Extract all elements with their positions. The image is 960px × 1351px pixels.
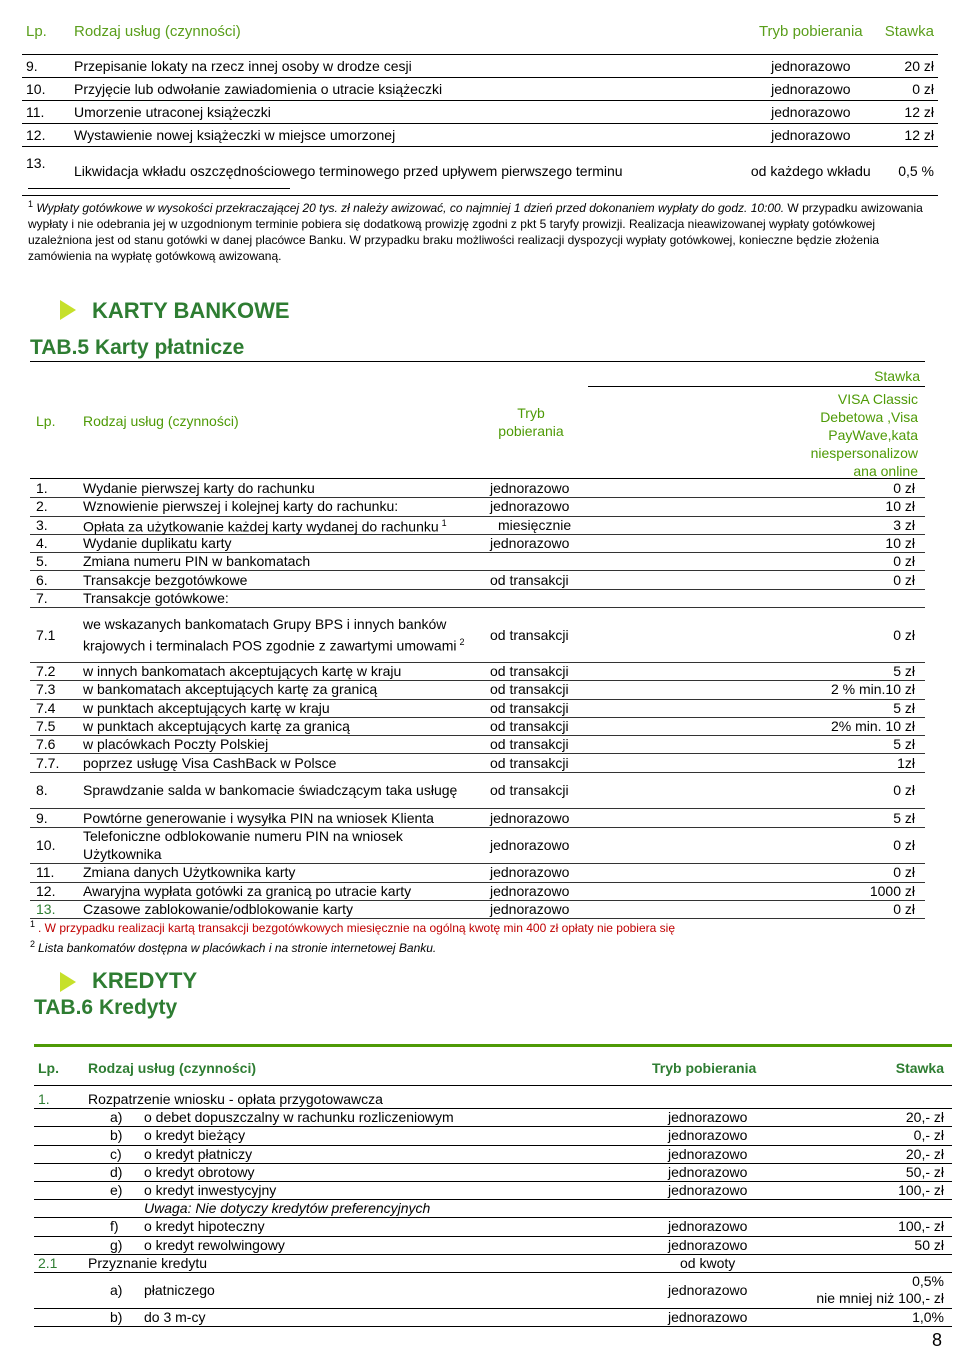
row-service: do 3 m-cy (144, 1309, 206, 1326)
row-service: Przyjęcie lub odwołanie zawiadomienia o utracie książeczki (70, 78, 747, 101)
row-service-text (83, 514, 447, 536)
row-mode: od transakcji (490, 718, 569, 735)
footnote-normal: W przypadku awizowania wypłaty i nie odebrania jej w uzgodnionym terminie pobiera się dodatkową prowizję zgodni z pkt 5 taryfy prowizji. Realizacja nieawizowanej wypłaty gotówkowej uzależniona jest od stanu gotówki w danej placówce Banku. W przypadku braku możliwości realizacji dyspozycji wypłaty gotówkowej, konieczne będzie złożenia zamówienia na wypłatę gotówkową awizowaną. (28, 201, 923, 263)
page-number: 8 (931, 1330, 942, 1350)
row-lp: 5. (36, 553, 48, 570)
row-service-label: w innych bankomatach akceptujących kartę w kraju (83, 663, 402, 680)
table-row (34, 1236, 952, 1255)
row-mode: jednorazowo (490, 901, 570, 918)
row-lp: 13. (36, 901, 56, 918)
row-rate: 2% min. 10 zł (830, 718, 915, 735)
row-service: Likwidacja wkładu oszczędnościowego terminowego przed upływem pierwszego terminu (70, 147, 747, 196)
row-service-text (83, 552, 310, 570)
row-rate: 1zł (897, 754, 915, 771)
rate-minimum: nie mniej niż 100,- zł (816, 1290, 944, 1306)
cards-header-rate-sub: VISA Classic Debetowa ,Visa PayWave,kata niespersonalizow ana online (810, 391, 918, 479)
row-mode: od każdego wkładu (747, 147, 875, 196)
note-row (34, 1199, 952, 1218)
footnote-mark: 2 (459, 636, 465, 647)
table-row (34, 1163, 952, 1182)
row-rate: 5 zł (893, 663, 915, 680)
row-service-label: Czasowe zablokowanie/odblokowanie karty (83, 901, 354, 918)
table-row (34, 1145, 952, 1164)
table-row (30, 516, 925, 535)
row-service (83, 863, 483, 881)
row-mode: od transakcji (490, 699, 569, 716)
row-lp: 13. (22, 147, 70, 196)
row-mode: jednorazowo (668, 1309, 748, 1326)
table-row (30, 589, 925, 608)
row-service (83, 534, 483, 552)
row-mode: jednorazowo (668, 1218, 748, 1235)
row-mode: jednorazowo (490, 498, 570, 515)
row-service: o kredyt rewolwingowy (144, 1236, 285, 1253)
row-service-label: Zmiana numeru PIN w bankomatach (83, 553, 311, 570)
row-service-text (83, 615, 483, 655)
row-service (83, 680, 483, 698)
row-lp: 7. (36, 589, 48, 606)
cards-header-lp: Lp. (36, 413, 56, 429)
row-rate: 5 zł (893, 736, 915, 753)
table-row (34, 1126, 952, 1145)
row-mode: jednorazowo (747, 55, 875, 78)
table-row (30, 808, 925, 827)
row-mode: jednorazowo (668, 1236, 748, 1253)
row-rate: 50,- zł (905, 1163, 944, 1180)
table-row (22, 101, 938, 124)
footnote-line (30, 936, 930, 956)
row-service-text (83, 479, 315, 497)
table-row (30, 662, 925, 681)
row-service-label: Wydanie duplikatu karty (83, 535, 232, 552)
row-letter: a) (110, 1109, 123, 1126)
row-service-text (83, 680, 377, 698)
row-rate: 1000 zł (869, 882, 915, 899)
credits-header-mode: Tryb pobierania (652, 1060, 757, 1076)
row-service-text (83, 717, 350, 735)
row-rate: 20,- zł (905, 1109, 944, 1126)
row-lp: 11. (36, 864, 55, 881)
row-rate: 0 zł (893, 571, 915, 588)
row-lp: 10. (36, 836, 56, 853)
row-mode: jednorazowo (668, 1127, 748, 1144)
row-lp: 9. (22, 55, 70, 78)
cards-header-service: Rodzaj usług (czynności) (83, 413, 239, 429)
footnote-rule (28, 188, 290, 189)
header-rate: Stawka (875, 8, 938, 55)
row-service: o kredyt inwestycyjny (144, 1182, 277, 1199)
table-row (34, 1254, 952, 1273)
row-service (83, 699, 483, 717)
row-service (83, 552, 483, 570)
row-mode: jednorazowo (490, 480, 570, 497)
row-service: o kredyt obrotowy (144, 1163, 255, 1180)
row-rate: 0 zł (893, 782, 915, 799)
footnote-mark: 1 (28, 199, 34, 209)
table-row (22, 124, 938, 147)
footnote-line (30, 916, 930, 936)
row-lp: 7.7. (36, 754, 60, 771)
table-row (30, 607, 925, 663)
table-row (30, 552, 925, 571)
credits-top-rule (34, 1044, 952, 1047)
row-letter: g) (110, 1236, 123, 1253)
row-rate: 0 zł (893, 553, 915, 570)
row-mode: jednorazowo (668, 1145, 748, 1162)
row-service: o kredyt hipoteczny (144, 1218, 265, 1235)
credits-header-lp: Lp. (38, 1060, 59, 1076)
row-mode: od kwoty (680, 1254, 736, 1271)
row-rate: 0 zł (893, 864, 915, 881)
row-lp: 2. (36, 498, 48, 515)
row-lp: 12. (22, 124, 70, 147)
credits-header-rate: Stawka (895, 1060, 944, 1076)
row-service (83, 882, 483, 900)
note-text: Uwaga: Nie dotyczy kredytów preferencyjnych (144, 1200, 431, 1217)
row-service-label: we wskazanych bankomatach Grupy BPS i innych banków krajowych i terminalach POS zgodnie z zawartymi umowami (83, 615, 457, 654)
row-mode: od transakcji (490, 754, 569, 771)
row-service (83, 735, 483, 753)
cards-rate-rule (588, 386, 925, 387)
row-service-label: Wznowienie pierwszej i kolejnej karty do rachunku: (83, 498, 399, 515)
row-lp: 1. (38, 1091, 50, 1108)
row-service-label: w punktach akceptujących kartę za granicą (83, 718, 350, 735)
row-service-text (83, 735, 268, 753)
row-rate: 0 zł (893, 626, 915, 643)
table-row (30, 699, 925, 718)
row-letter: c) (110, 1145, 122, 1162)
row-service-text (83, 827, 483, 863)
row-mode: jednorazowo (490, 882, 570, 899)
row-rate: 1,0% (912, 1309, 944, 1326)
row-mode: jednorazowo (490, 535, 570, 552)
row-rate: 0 zł (893, 901, 915, 918)
row-lp: 4. (36, 535, 48, 552)
table-row (34, 1217, 952, 1236)
row-mode: jednorazowo (490, 809, 570, 826)
row-service-label: Sprawdzanie salda w bankomacie świadczącym taka usługę (83, 782, 458, 799)
row-mode: jednorazowo (668, 1182, 748, 1199)
row-lp: 7.6 (36, 736, 56, 753)
footnote-text: Lista bankomatów dostępna w placówkach i na stronie internetowej Banku. (38, 941, 437, 955)
row-service (83, 662, 483, 680)
row-lp: 7.1 (36, 626, 56, 643)
row-lp: 12. (36, 882, 56, 899)
row-mode: od transakcji (490, 626, 569, 643)
row-lp: 7.5 (36, 718, 56, 735)
row-service (83, 808, 483, 826)
row-mode: jednorazowo (747, 101, 875, 124)
row-service-text (83, 754, 336, 772)
table-row (22, 78, 938, 101)
row-lp: 1. (36, 480, 48, 497)
row-mode: jednorazowo (490, 836, 570, 853)
row-lp: 2.1 (38, 1254, 58, 1271)
row-rate: 20 zł (875, 55, 938, 78)
row-service-text (83, 534, 232, 552)
row-lp: 3. (36, 516, 48, 533)
footnote-italic: Wypłaty gotówkowe w wysokości przekraczającej 20 tys. zł należy awizować, co najmniej 1 dzień przed dokonaniem wypłaty do godz. 10:00. (36, 201, 785, 215)
table-row (30, 882, 925, 901)
row-letter: e) (110, 1182, 123, 1199)
row-mode: jednorazowo (668, 1163, 748, 1180)
row-mode: jednorazowo (747, 78, 875, 101)
row-service-text (83, 589, 229, 607)
cards-top-rule (30, 361, 925, 362)
row-service: płatniczego (144, 1282, 215, 1298)
header-lp: Lp. (22, 8, 70, 55)
credits-header-service: Rodzaj usług (czynności) (88, 1060, 257, 1076)
row-rate: 100,- zł (898, 1182, 944, 1199)
row-service-text (83, 699, 330, 717)
row-lp: 7.4 (36, 699, 56, 716)
table-row (30, 863, 925, 882)
row-rate: 3 zł (893, 516, 915, 533)
row-lp: 11. (22, 101, 70, 124)
row-service-label: w bankomatach akceptujących kartę za granicą (83, 681, 378, 698)
row-mode: od transakcji (490, 663, 569, 680)
row-service: Rozpatrzenie wniosku - opłata przygotowawcza (88, 1091, 383, 1108)
row-rate: 5 zł (893, 809, 915, 826)
row-letter: f) (110, 1218, 119, 1235)
row-service: Wystawienie nowej książeczki w miejsce umorzonej (70, 124, 747, 147)
row-service (83, 516, 483, 534)
table-row (30, 827, 925, 865)
row-rate: 12 zł (875, 124, 938, 147)
section-arrow-icon (60, 972, 76, 992)
row-mode: jednorazowo (490, 864, 570, 881)
row-service-text (83, 571, 247, 589)
table-row (34, 1090, 952, 1109)
row-rate: 20,- zł (905, 1145, 944, 1162)
row-service: Przyznanie kredytu (88, 1254, 208, 1271)
row-letter: b) (110, 1127, 123, 1144)
row-mode: od transakcji (490, 736, 569, 753)
row-mode: jednorazowo (668, 1282, 748, 1298)
section-arrow-icon (60, 300, 76, 320)
row-mode: jednorazowo (747, 124, 875, 147)
row-mode: od transakcji (490, 782, 569, 799)
table-row (22, 55, 938, 78)
table-title-cards: TAB.5 Karty płatnicze (30, 336, 245, 359)
header-mode: Tryb pobierania (747, 8, 875, 55)
row-service (83, 772, 483, 809)
row-rate (816, 1273, 944, 1307)
row-lp: 7.2 (36, 663, 56, 680)
row-mode: od transakcji (490, 571, 569, 588)
table-row (30, 571, 925, 590)
row-service (83, 754, 483, 772)
row-letter: a) (110, 1282, 123, 1298)
row-service: o kredyt bieżący (144, 1127, 246, 1144)
row-service-text (83, 497, 398, 515)
row-service (83, 827, 483, 864)
rate-value: 0,5% (912, 1273, 944, 1289)
row-rate: 5 zł (893, 699, 915, 716)
row-service-label: Awaryjna wypłata gotówki za granicą po utracie karty (83, 882, 412, 899)
row-service-label: Telefoniczne odblokowanie numeru PIN na wniosek Użytkownika (83, 827, 403, 862)
row-service (83, 589, 483, 607)
row-service: o kredyt płatniczy (144, 1145, 253, 1162)
cards-header-rate: Stawka (874, 368, 920, 384)
row-service-label: Opłata za użytkowanie każdej karty wydanej do rachunku (83, 518, 439, 535)
row-service (83, 497, 483, 515)
row-service: Umorzenie utraconej książeczki (70, 101, 747, 124)
row-service: o debet dopuszczalny w rachunku rozliczeniowym (144, 1109, 454, 1126)
table-row (30, 717, 925, 736)
footnote-mark: 1 (30, 919, 36, 929)
row-service-text (83, 863, 295, 881)
row-service-label: Powtórne generowanie i wysyłka PIN na wniosek Klienta (83, 809, 434, 826)
savings-fees-table (22, 8, 938, 196)
row-rate: 10 zł (885, 498, 915, 515)
row-rate: 0 zł (875, 78, 938, 101)
row-lp: 9. (36, 809, 48, 826)
row-mode: miesięcznie (498, 516, 572, 533)
table-header-row (22, 8, 938, 55)
row-service-label: w placówkach Poczty Polskiej (83, 736, 269, 753)
row-service (83, 607, 483, 662)
row-rate: 0,- zł (913, 1127, 944, 1144)
credits-header-rule (34, 1085, 952, 1086)
section-title-cards: KARTY BANKOWE (92, 298, 290, 323)
footnote-text: . W przypadku realizacji kartą transakcji bezgotówkowych miesięcznie na ogólną kwotę min 400 zł opłaty nie pobiera się (38, 921, 675, 935)
table-row (30, 735, 925, 754)
row-rate: 0 zł (893, 836, 915, 853)
row-rate: 100,- zł (898, 1218, 944, 1235)
table-row (30, 534, 925, 553)
row-letter: b) (110, 1309, 123, 1326)
row-service (83, 479, 483, 497)
row-rate: 0,5 % (875, 147, 938, 196)
row-rate: 0 zł (893, 480, 915, 497)
table-row (34, 1108, 952, 1127)
footnote-mark: 1 (441, 517, 447, 528)
row-service-label: Zmiana danych Użytkownika karty (83, 864, 296, 881)
table-row (30, 680, 925, 699)
row-service-text (83, 662, 401, 680)
row-service-text (83, 809, 434, 827)
section-title-credits: KREDYTY (92, 968, 198, 993)
table-row (30, 772, 925, 810)
cards-footnotes (30, 916, 930, 956)
row-letter: d) (110, 1163, 123, 1180)
header-service: Rodzaj usług (czynności) (70, 8, 747, 55)
row-service-label: Wydanie pierwszej karty do rachunku (83, 480, 315, 497)
row-service: Przepisanie lokaty na rzecz innej osoby w drodze cesji (70, 55, 747, 78)
row-lp: 8. (36, 782, 48, 799)
row-service-text (83, 882, 411, 900)
row-service-label: Transakcje bezgotówkowe (83, 571, 248, 588)
cards-header-mode: Tryb pobierania (498, 405, 564, 439)
row-mode: jednorazowo (668, 1109, 748, 1126)
footnote-mark: 2 (30, 939, 36, 949)
row-rate: 10 zł (885, 535, 915, 552)
row-rate: 50 zł (914, 1236, 944, 1253)
row-service-text (83, 781, 457, 799)
row-rate: 2 % min.10 zł (830, 681, 915, 698)
row-lp: 7.3 (36, 681, 56, 698)
table-row (34, 1272, 952, 1309)
row-lp: 10. (22, 78, 70, 101)
table-row (34, 1181, 952, 1200)
row-service (83, 717, 483, 735)
table-row (30, 479, 925, 498)
row-rate: 12 zł (875, 101, 938, 124)
row-lp: 6. (36, 571, 48, 588)
row-service-label: w punktach akceptujących kartę w kraju (83, 699, 330, 716)
row-mode: od transakcji (490, 681, 569, 698)
row-service-label: Transakcje gotówkowe: (83, 589, 229, 606)
row-service-label: poprzez usługę Visa CashBack w Polsce (83, 754, 337, 771)
footnote-withdrawals (28, 196, 928, 264)
table-row (34, 1308, 952, 1327)
table-title-credits: TAB.6 Kredyty (34, 996, 178, 1019)
row-service (83, 571, 483, 589)
table-row (30, 754, 925, 773)
